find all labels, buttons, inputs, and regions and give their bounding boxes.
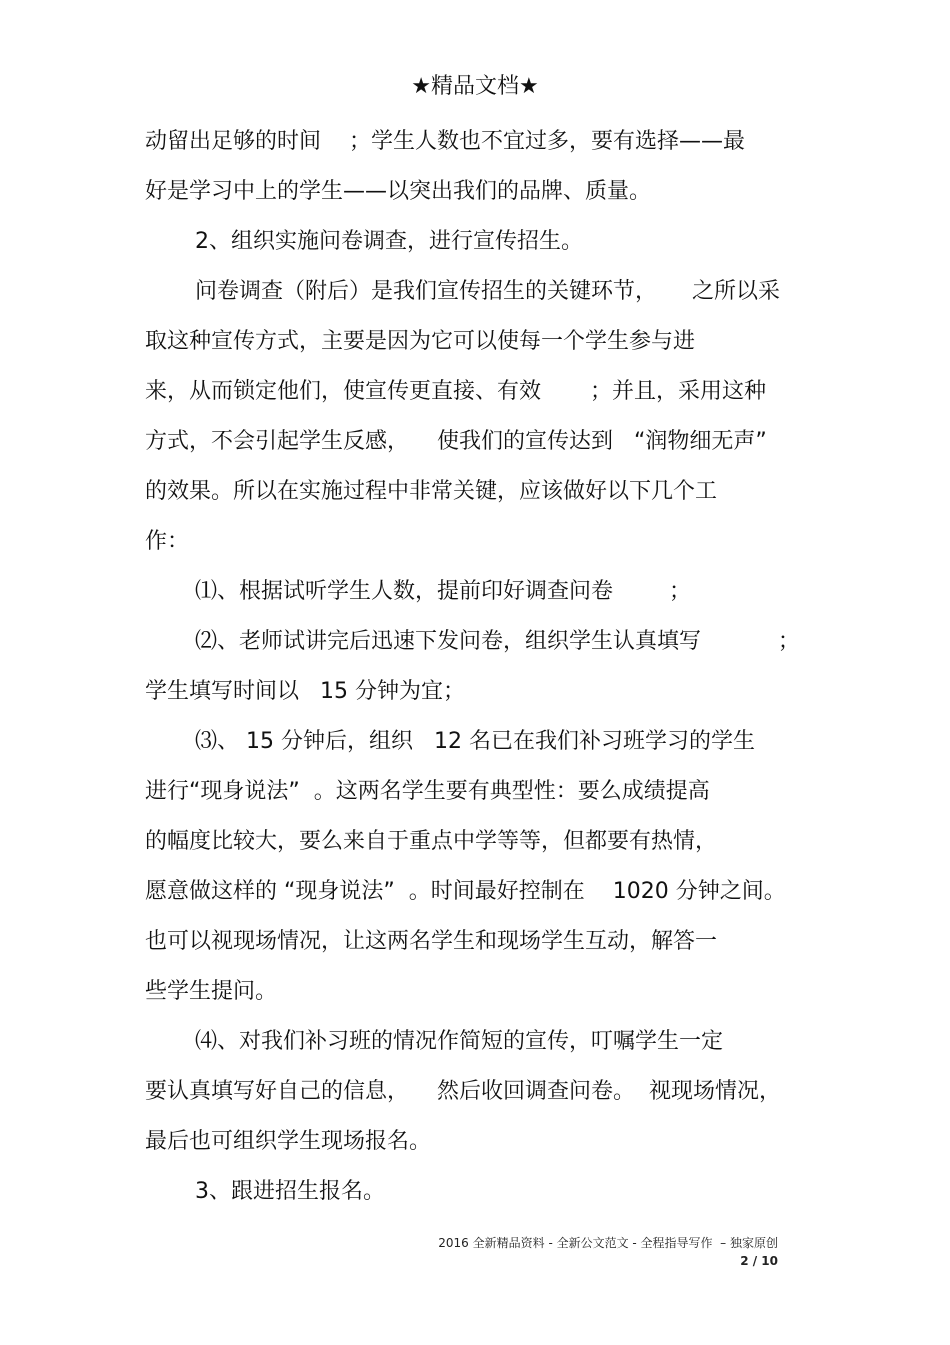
page-header-title: ★精品文档★ <box>411 74 539 99</box>
text-line: 要认真填写好自己的信息， 然后收回调查问卷。 视现场情况， <box>145 1079 781 1104</box>
text-line: 进行“现身说法” 。这两名学生要有典型性：要么成绩提高 <box>145 779 710 804</box>
section-heading: 3、跟进招生报名。 <box>195 1179 385 1204</box>
text-line: 最后也可组织学生现场报名。 <box>145 1129 432 1154</box>
text-line: 也可以视现场情况，让这两名学生和现场学生互动，解答一 <box>145 929 718 954</box>
page-number: 2 / 10 <box>740 1254 778 1268</box>
list-item: ⑵、老师试讲完后迅速下发问卷，组织学生认真填写 ； <box>195 629 800 654</box>
text-line: 问卷调查（附后）是我们宣传招生的关键环节， 之所以采 <box>195 279 780 304</box>
section-heading: 2、组织实施问卷调查，进行宣传招生。 <box>195 229 583 254</box>
page-footer-text: 2016 全新精品资料 - 全新公文范文 - 全程指导写作 – 独家原创 <box>438 1236 778 1250</box>
list-item: ⑶、 15 分钟后，组织 12 名已在我们补习班学习的学生 <box>195 729 755 754</box>
list-item: ⑴、根据试听学生人数，提前印好调查问卷 ； <box>195 579 691 604</box>
text-line: 取这种宣传方式，主要是因为它可以使每一个学生参与进 <box>145 329 696 354</box>
text-line: 的幅度比较大，要么来自于重点中学等等，但都要有热情， <box>145 829 718 854</box>
text-line: 动留出足够的时间 ；学生人数也不宜过多，要有选择——最 <box>145 129 745 154</box>
list-item: ⑷、对我们补习班的情况作简短的宣传，叮嘱学生一定 <box>195 1029 724 1054</box>
text-line: 学生填写时间以 15 分钟为宜； <box>145 679 465 704</box>
text-line: 好是学习中上的学生——以突出我们的品牌、质量。 <box>145 179 652 204</box>
text-line: 愿意做这样的 “现身说法” 。时间最好控制在 1020 分钟之间。 <box>145 879 786 904</box>
text-line: 些学生提问。 <box>145 979 278 1004</box>
text-line: 方式，不会引起学生反感， 使我们的宣传达到 “润物细无声” <box>145 429 767 454</box>
text-line: 的效果。所以在实施过程中非常关键，应该做好以下几个工 <box>145 479 718 504</box>
text-line: 作： <box>145 529 190 554</box>
text-line: 来，从而锁定他们，使宣传更直接、有效 ；并且，采用这种 <box>145 379 766 404</box>
